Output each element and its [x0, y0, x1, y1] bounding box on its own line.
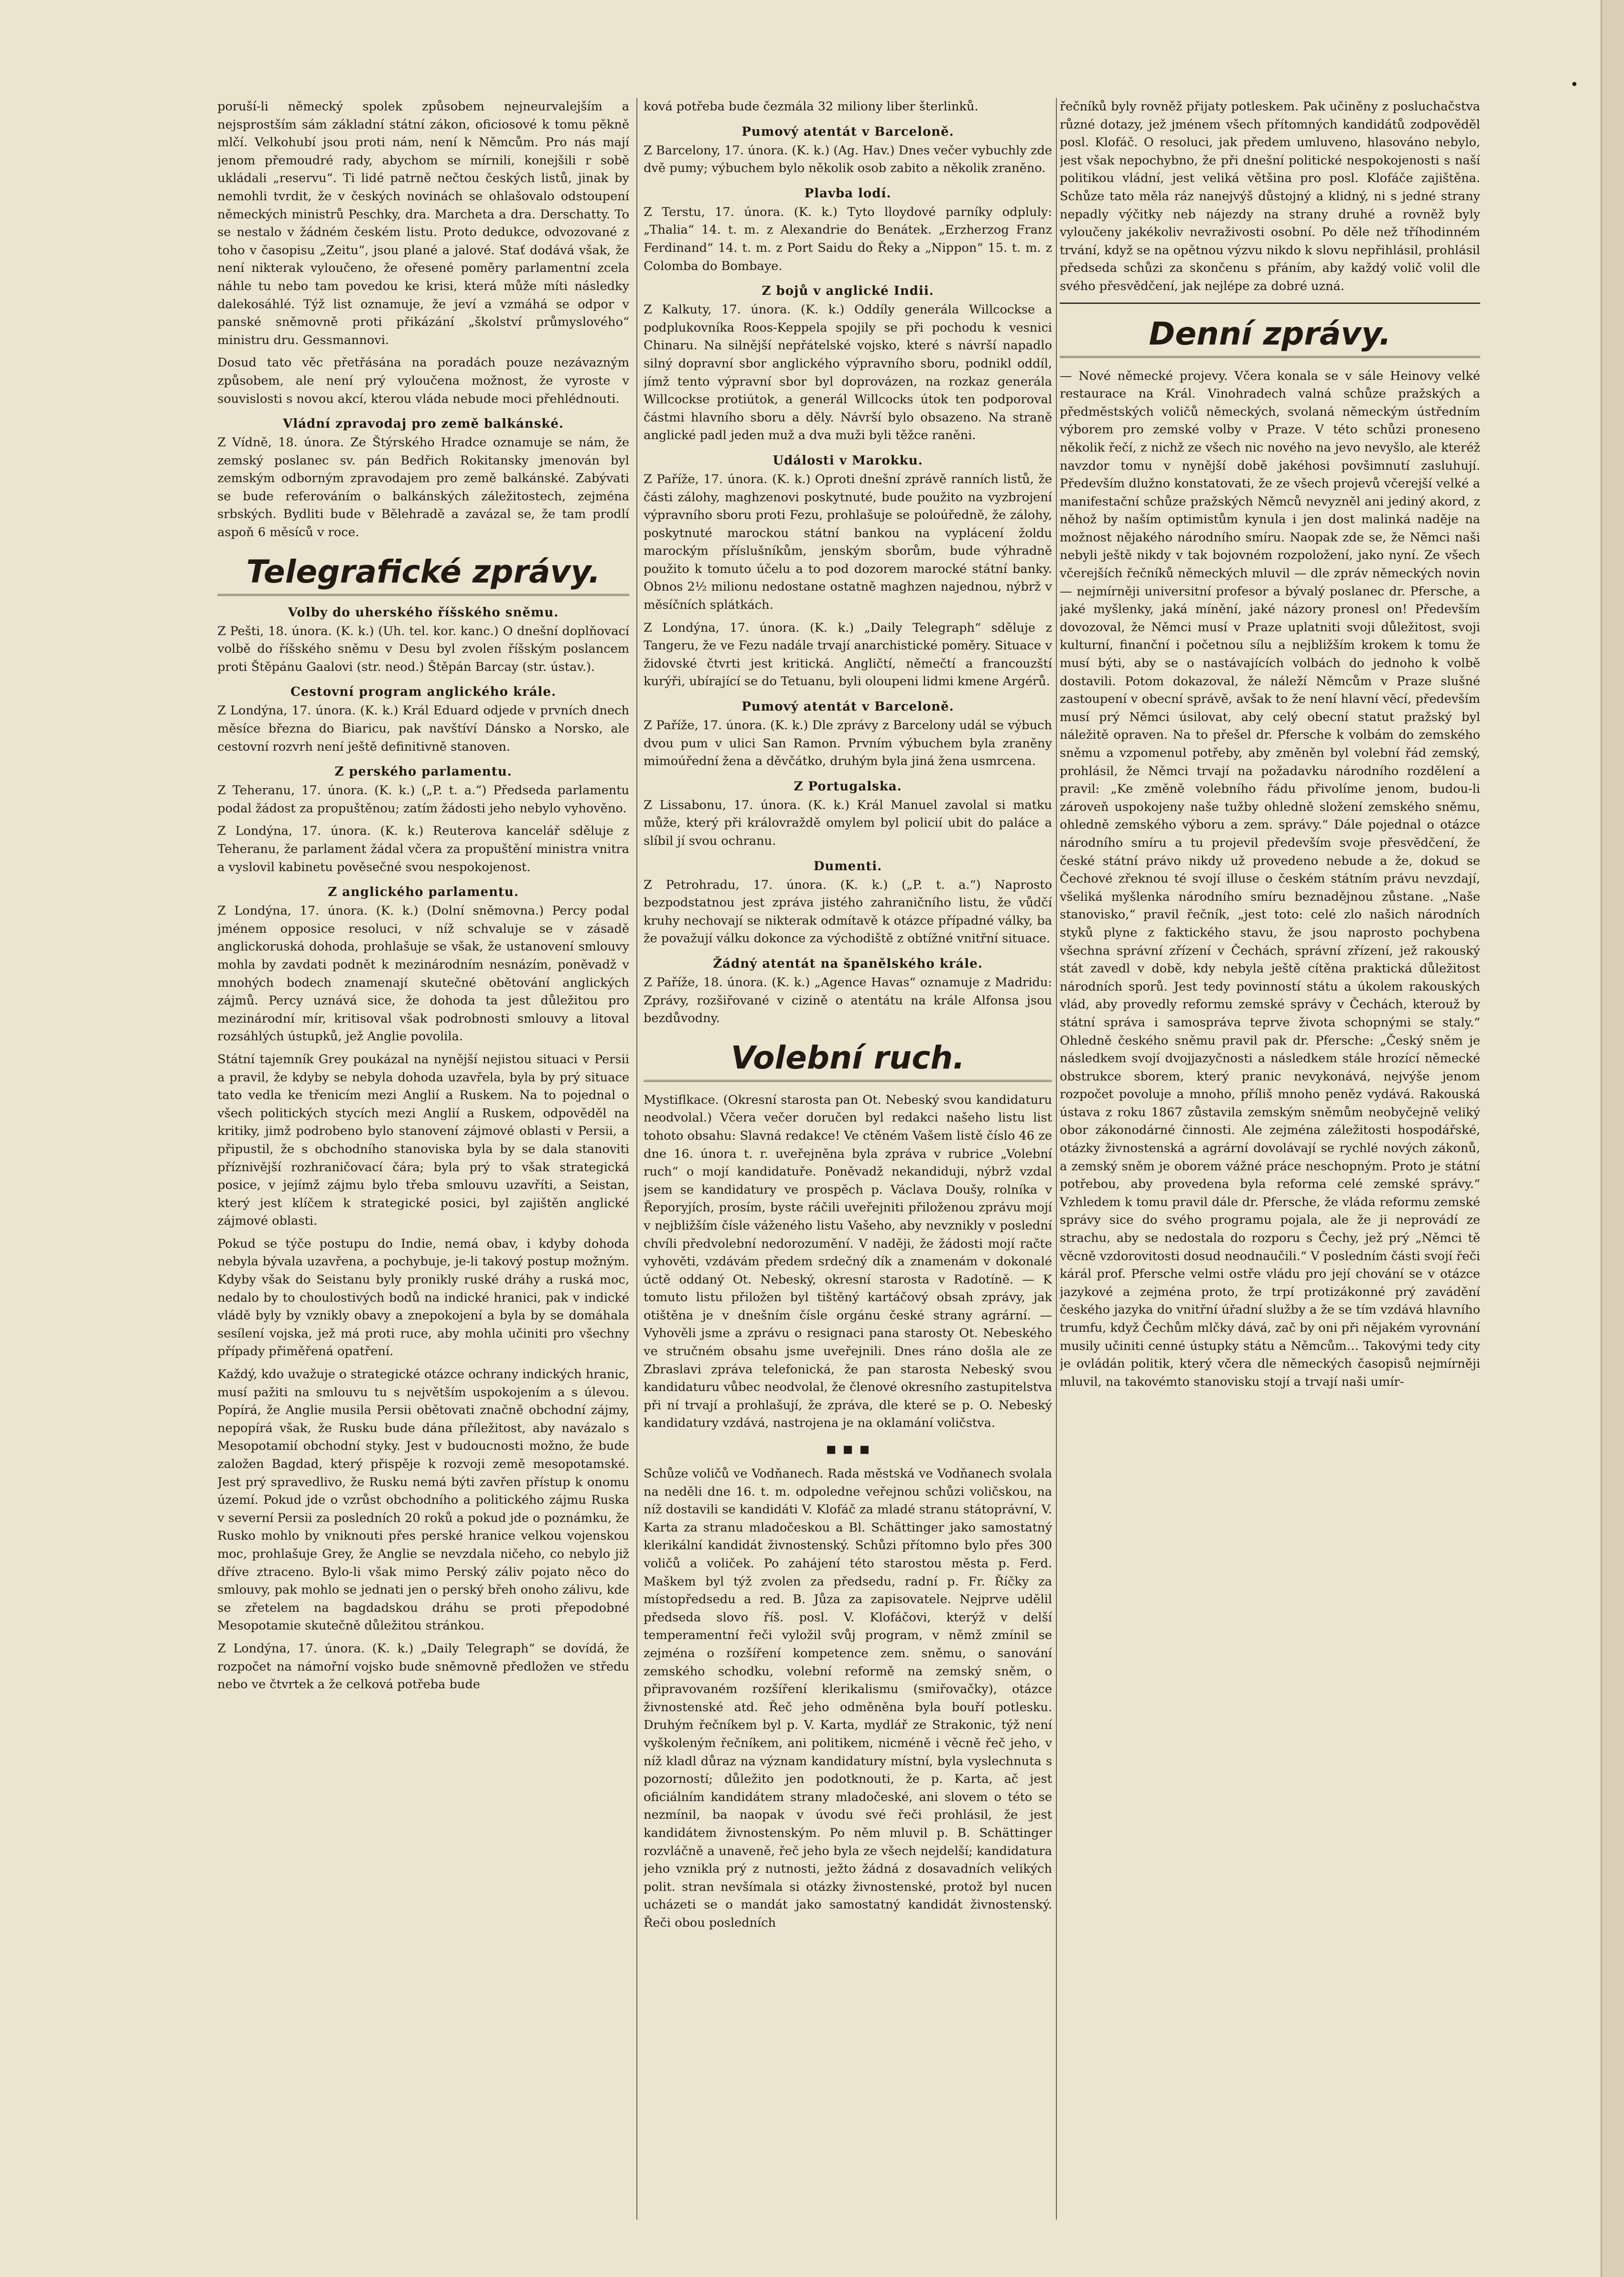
- article-heading: Události v Marokku.: [773, 453, 923, 468]
- article-heading: Z bojů v anglické Indii.: [762, 284, 934, 299]
- paragraph: poruší-li německý spolek způsobem nejneurvalejším a nejsprostším sám základní státní zákon, oficiosové k tomu pěkně mlčí. Velkohubí jsou proti nám, není k Němcům. Pro nás mají jenom přemoudré rady, abychom se mírnili, konejšili r sobě ukládali „reservu“. Ti lidé patrně nečtou českých listů, jinak by nemohli tvrdit, že v českých novinách se ohlašovalo odstoupení německých ministrů Peschky, dra. Marcheta a dra. Derschatty. To se nestalo v žádném českém listu. Proto dedukce, odvozované z toho v časopisu „Zeitu“, jsou plané a jalové. Stať dodává však, že není nikterak vyloučeno, že ořesené poměry parlamentní zcela náhle tu nebo tam povedou ke krisi, která může míti následky dalekosáhlé. Týž list oznamuje, že jeví a vzmáhá se odpor v panské sněmovně proti přikázání „školství průmyslového“ ministru dru. Gessmannovi.: [217, 99, 629, 347]
- paragraph: Z Londýna, 17. února. (K. k.) (Dolní sněmovna.) Percy podal jménem opposice resoluci, v níž schvaluje se v zásadě anglickoruská dohoda, prohlašuje se však, že ustanovení smlouvy mohla by zavdati podnět k mezinárodním nesnázím, poněvadž v mnohých bodech znamenají skutečné obětování anglických zájmů. Percy uznává sice, že dohoda ta jest důležitou pro mezinárodní mír, kritisoval však podrobnosti smlouvy a litoval rozsáhlých ústupků, jež Anglie povolila.: [217, 904, 629, 1044]
- column-rule: [636, 98, 637, 2220]
- column-3: [1060, 98, 1480, 2220]
- paragraph: Z Londýna, 17. února. (K. k.) Král Eduard odjede v prvních dnech měsíce března do Biaricu, pak navštíví Dánsko a Norsko, ale cestovní rozvrh není ještě definitivně stanoven.: [217, 703, 629, 754]
- paragraph: Z Barcelony, 17. února. (K. k.) (Ag. Hav.) Dnes večer vybuchly zde dvě pumy; výbuchem bylo několik osob zabito a několik zraněno.: [644, 143, 1052, 176]
- paragraph: Schůze voličů ve Vodňanech. Rada městská ve Vodňanech svolala na neděli dne 16. t. m. odpoledne veřejnou schůzi voličskou, na níž dostavili se kandidáti V. Klofáč za mladé stranu státoprávní, V. Karta za stranu mladočeskou a Bl. Schättinger jako samostatný klerikální kandidát živnostenský. Schůzi přítomno bylo přes 300 voličů a voliček. Po zahájení této starostou města p. Ferd. Maškem byl týž zvolen za předsedu, radní p. Fr. Říčky za místopředsedu a red. B. Jůza za zapisovatele. Nejprve udělil předseda slovo říš. posl. V. Klofáčovi, kterýž v delší temperamentní řeči vyložil svůj program, v němž zmínil se zejména o rozšíření kompetence zem. sněmu, o sanování zemského schodku, volební reformě na zemský sněm, o připravovaném rozšíření klerikalismu (smiřovačky), otázce živnostenské atd. Řeč jeho odměněna byla bouří potlesku. Druhým řečníkem byl p. V. Karta, mydlář ze Strakonic, týž není vyškoleným řečníkem, ani politikem, nicméně i věcně řeč jeho, v níž kladl důraz na význam kandidatury místní, byla vyslechnuta s pozorností; důležito jen podotknouti, že p. Karta, ač jest oficiálním kandidátem strany mladočeské, ani slovem o této se nezmínil, ba naopak v úvodu své řeči prohlásil, že jest kandidátem živnostenským. Po něm mluvil p. B. Schättinger rozvláčně a unaveně, řeč jeho byla ze všech nejdelší; kandidatura jeho vznikla prý z nutnosti, ježto žádná z dosavadních velikých polit. stran nevšímala si otázky živnostenské, protož byl nucen ucházeti se o mandát jako samostatný kandidát živnostenský. Řeči obou posledních: [644, 1467, 1052, 1930]
- article-heading: Žádný atentát na španělského krále.: [713, 956, 983, 971]
- paragraph: Z Vídně, 18. února. Ze Štýrského Hradce oznamuje se nám, že zemský poslanec sv. pán Bedřich Rokitansky jmenován byl zemským odborným zpravodajem pro země balkánské. Zabývati se bude referováním o balkánských záležitostech, zejména srbských. Bydliti bude v Bělehradě a zavázal se, že tam prodlí aspoň 6 měsíců v roce.: [217, 435, 629, 540]
- article-heading: Cestovní program anglického krále.: [290, 685, 557, 700]
- article-heading: Pumový atentát v Barceloně.: [742, 700, 954, 714]
- separator: ▪ ▪ ▪: [826, 1439, 870, 1459]
- article-heading: Z perského parlamentu.: [334, 765, 512, 779]
- paragraph: Z Lissabonu, 17. února. (K. k.) Král Manuel zavolal si matku může, který při královraždě omylem byl policií ubit do paláce a slíbil jí svou ochranu.: [644, 798, 1052, 848]
- paragraph: Z Londýna, 17. února. (K. k.) „Daily Telegraph“ sděluje z Tangeru, že ve Fezu nadále trvají anarchistické poměry. Situace v židovské čtvrti jest kritická. Angličtí, němečtí a francouzští kurýři, ubírající se do Tetuanu, byli oloupeni lidmi kmene Argérů.: [644, 620, 1052, 689]
- paragraph: Z Teheranu, 17. února. (K. k.) („P. t. a.“) Předseda parlamentu podal žádost za propuštěnou; zatím žádosti jeho nebylo vyhověno.: [217, 783, 629, 816]
- paragraph: řečníků byly rovněž přijaty potleskem. Pak učiněny z posluchačstva různé dotazy, jež jménem všech přítomných kandidátů zodpověděl posl. Klofáč. O resoluci, jak předem umluveno, hlasováno nebylo, jest však nepochybno, že při dnešní politické nespokojenosti s naší politikou vládní, jest veliká většina pro posl. Klofáče zajištěna. Schůze tato měla ráz nanejvýš důstojný a klidný, ni s jedné strany nepadly výčitky neb nájezdy na strany druhé a rovněž byly vyloučeny jakékoliv nevraživosti osobní. Po děle než tříhodinném trvání, když se na opětnou výzvu nikdo k slovu nepřihlásil, prohlásil předseda schůzi za skončenu s přáním, aby každý volič volil dle svého přesvědčení, jak nejlépe za dobré uzná.: [1060, 99, 1480, 293]
- divider: [1060, 302, 1480, 304]
- column-2: [644, 98, 1052, 2220]
- section-title: Volební ruch.: [644, 1039, 1052, 1082]
- paragraph: Pokud se týče postupu do Indie, nemá obav, i kdyby dohoda nebyla bývala uzavřena, a pochybuje, je-li takový postup možným. Kdyby však do Seistanu byly pronikly ruské dráhy a ruská moc, nedalo by to choulostivých bodů na indické hranici, pak v indické vládě byly by vznikly obavy a znepokojení a byla by se domáhala sesílení vojska, jež má proti ruce, aby mohla učiniti pro všechny případy přiměřená opatření.: [217, 1236, 629, 1359]
- paragraph: ková potřeba bude čezmála 32 miliony liber šterlinků.: [644, 99, 979, 114]
- paragraph: Státní tajemník Grey poukázal na nynější nejistou situaci v Persii a pravil, že kdyby se nebyla dohoda uzavřela, byla by prý situace tato vedla ke třenicím mezi Anglií a Ruskem. Na to pojednal o všech politických stycích mezi Anglií a Ruskem, odpověděl na kritiky, jimž podrobeno bylo stanovení zájmové oblasti v Persii, a připustil, že s obchodního stanoviska byla by se dala stanoviti příznivější rozhraničovací čára; byla prý to však strategická posice, v jejímž zájmu bylo třeba smlouvu uzavříti, a Seistan, který jest klíčem k strategické posici, byl zajištěn anglické zájmové oblasti.: [217, 1052, 629, 1229]
- column-1: [217, 98, 629, 2220]
- paragraph: Z Paříže, 17. února. (K. k.) Dle zprávy z Barcelony udál se výbuch dvou pum v ulici San Ramon. Prvním výbuchem byla zraněny mimoúřední žena a děvčátko, druhým byla jiná žena usmrcena.: [644, 718, 1052, 769]
- paragraph: Z Pešti, 18. února. (K. k.) (Uh. tel. kor. kanc.) O dnešní doplňovací volbě do říšského sněmu v Desu byl zvolen říšským poslancem proti Štěpánu Gaalovi (str. neod.) Štěpán Barcay (str. ústav.).: [217, 624, 629, 674]
- article-heading: Dumenti.: [813, 859, 882, 874]
- article-heading: Z anglického parlamentu.: [328, 885, 519, 900]
- article-heading: Z Portugalska.: [794, 779, 902, 794]
- page-edge: [1601, 0, 1624, 2277]
- paragraph: Z Londýna, 17. února. (K. k.) Reuterova kancelář sděluje z Teheranu, že parlament žádal včera za propuštění ministra vnitra a vyslovil kabinetu pověsečné svou nespokojenost.: [217, 824, 629, 874]
- paragraph: Z Paříže, 17. února. (K. k.) Oproti dnešní zprávě ranních listů, že části zálohy, maghzenovi poskytnuté, bude použito na vyzbrojení výpravního sboru proti Fezu, prohlašuje se poloúředně, že zálohy, poskytnuté marockou státní bankou na vyplácení žoldu marockým příslušníkům, jenským sborům, bude výhradně použito k tomuto účelu a to pod dozorem marocké státní banky. Obnos 2½ milionu nedostane ostatně maghzen najednou, nýbrž v měsíčních splátkách.: [644, 472, 1052, 613]
- section-title: Telegrafické zprávy.: [217, 553, 629, 596]
- section-title: Denní zprávy.: [1060, 315, 1480, 358]
- paragraph: Z Londýna, 17. února. (K. k.) „Daily Telegraph“ se dovídá, že rozpočet na námořní vojsko bude sněmovně předložen ve středu nebo ve čtvrtek a že celková potřeba bude: [217, 1641, 629, 1692]
- column-rule: [1056, 98, 1057, 2220]
- paragraph: Z Petrohradu, 17. února. (K. k.) („P. t. a.“) Naprosto bezpodstatnou jest zpráva jistého zahraničního listu, že vůdčí kruhy nechovají se nikterak odmítavě k otázce případné války, ba že považují válku dokonce za východiště z obtížné vnitřní situace.: [644, 877, 1052, 946]
- paragraph: Každý, kdo uvažuje o strategické otázce ochrany indických hranic, musí pažiti na smlouvu tu s největším uspokojením a s úlevou. Popírá, že Anglie musila Persii obětovati značně obchodní zájmy, nepopírá však, že Rusku bude dána příležitost, aby navázalo s Mesopotamií obchodní styky. Jest v budoucnosti možno, že bude založen Bagdad, který přispěje k rozvoji země mesopotamské. Jest prý spravedlivo, že Rusku nemá býti zavřen přístup k onomu území. Pokud jde o vzrůst obchodního a politického zájmu Ruska v severní Persii za posledních 20 roků a pokud jde o poznámku, že Rusko mohlo by vniknouti přes perské hranice velkou vojenskou moc, prohlašuje Grey, že Anglie se nevzdala ničeho, co nebylo již dříve ztraceno. Bylo-li však mimo Perský záliv pojato něco do smlouvy, pak mohlo se jednati jen o perský břeh onoho zálivu, kde se zřetelem na bagdadskou dráhu se proti přepodobné Mesopotamie skutečně důležitou stránkou.: [217, 1367, 629, 1633]
- paragraph: Dosud tato věc přetřásána na poradách pouze nezávazným způsobem, ale není prý vyloučena možnost, že vyroste v souvislosti s novou akcí, kterou vláda nebude moci přehlédnouti.: [217, 356, 629, 406]
- article-heading: Pumový atentát v Barceloně.: [742, 124, 954, 139]
- paragraph: — Nové německé projevy. Včera konala se v sále Heinovy velké restaurace na Král. Vinohradech valná schůze pražských a předměstských voličů německých, svolaná německým ústředním výborem pro zemské volby v Praze. V této schůzi proneseno několik řečí, z nichž ze všech nic nového na jevo nevyšlo, ale kteréž navzdor tomu v nynější době jakéhosi povšimnutí zasluhují. Především dlužno konstatovati, že ze všech projevů včerejší velké a manifestační schůze pražských Němců nevyzněl ani jediný akord, z něhož by naším optimistům kynula i jen dost malinká naděje na možnost nějakého národního smíru. Naopak zde se, že Němci naši nebyli ještě nikdy v tak bojovném rozpoložení, jako nyní. Ze všech včerejších řečníků německých mluvil — dle zpráv německých novin — nejmírněji universitní profesor a bývalý poslanec dr. Pfersche, a jaké myšlenky, jaká mínění, jaké názory pronesl on! Především dovozoval, že Němci musí v Praze uplatniti svoji důležitost, svoji kulturní, finanční i početnou sílu a nejbližším krokem k tomu že musí býti, aby se o nastávajících volbách do jednoho k volbě dostavili. Potom dokazoval, že náleží Němcům v Praze slušné zastoupení v obecní správě, avšak to že není hlavní věcí, především musí prý Němci úsilovat, aby celý obecní statut pražský byl náležitě opraven. Na to přešel dr. Pfersche k volbám do zemského sněmu a vzpomenul potřeby, aby změněn byl volební řád zemský, prohlásil, že Němci trvají na požadavku národního rozdělení a pravil: „Ke změně volebního řádu přivolíme jenom, budou-li zároveň uspokojeny naše tužby ohledně složení zemského sněmu, ohledně zemského výboru a zem. správy.“ Dále pojednal o otázce národního smíru a tu projevil především svoje přesvědčení, že české státní právo nikdy už provedeno nebude a že, dokud se Čechové zřeknou té svojí illuse o českém státním právu nevzdají, všeliká myšlenka národního smíru beznadějnou zůstane. „Naše stanovisko,“ pravil řečník, „jest toto: celé zlo našich národních styků plyne z faktického stavu, že jsou naprosto pochybena všechna správní zřízení v Čechách, správní zřízení, jež rakouský stát zavedl v době, kdy nebyla ještě cítěna praktická důležitost národních sporů. Jest tedy povinností státu a úkolem rakouských vlád, aby provedly reformu zemské správy v Čechách, kterouž by státní správa i samospráva teprve života schopnými se staly.“ Ohledně českého sněmu pravil pak dr. Pfersche: „Český sněm je následkem svojí dvojjazyčnosti a následkem stále hrozící německé obstrukce sborem, který pranic nevykonává, nejvýše jenom rozpočet povoluje a mnoho, příliš mnoho peněz vydává. Rakouská ústava z roku 1867 zůstavila zemským sněmům neobyčejně veliký obor zákonodárné činnosti. Ale zejména záležitosti hospodářské, otázky živnostenská a agrární dovolávají se rychlé nových zákonů, a zemský sněm je oborem vážné práce neschopným. Proto je státní potřebou, aby provedena byla reforma celé zemské správy.“ Vzhledem k tomu pravil dále dr. Pfersche, že vláda reformu zemské správy sice do svého programu pojala, ale že ji neprovádí ze strachu, aby se nedostala do rozporu s Čechy, jež prý „Němci tě věcně vzdorovitosti dosud neodnaučili.“ V posledním části svojí řeči kárál prof. Pfersche velmi ostře vládu pro její chování se v otázce jazykové a zejména proto, že trpí protizákonné prý zavádění českého jazyka do vnitřní úřadní služby a že se tím vzdává hlavního trumfu, když Čechům mlčky dává, zač by oni při nějakém vyrovnání musily učiniti cenné ústupky státu a Němcům… Takovými tedy city je ovládán politik, který včera dle německých časopisů nejmírněji mluvil, na takovémto stanovisku stojí a trvají naši umír-: [1060, 368, 1480, 1389]
- paragraph: Mystiflkace. (Okresní starosta pan Ot. Nebeský svou kandidaturu neodvolal.) Včera večer doručen byl redakci našeho listu list tohoto obsahu: Slavná redakce! Ve ctěném Vašem listě číslo 46 ze dne 16. února t. r. uveřejněna byla zpráva v rubrice „Volební ruch“ o mojí kandidatuře. Poněvadž nekandiduji, nýbrž vzdal jsem se kandidatury ve prospěch p. Václava Doušy, rolníka v Řeporyjích, prosím, byste ráčili uveřejniti přiloženou zprávu mojí v nejbližším čísle váženého listu Vašeho, aby nevznikly v poslední chvíli předvolební nedorozumění. V naději, že žádosti mojí račte vyhověti, vzdávám předem srdečný dík a znamenám v dokonalé úctě oddaný Ot. Nebeský, okresní starosta v Radotíně. — K tomuto listu přiložen byl tištěný kartáčový obsah zprávy, jak otištěna je v dnešním čísle orgánu české strany agrární. — Vyhověli jsme a zprávu o resignaci pana starosty Ot. Nebeského ve stručném obsahu jsme uveřejnili. Dnes ráno došla ale ze Zbraslavi zpráva telefonická, že pan starosta Nebeský svou kandidaturu vůbec neodvolal, že členové okresního zastupitelstva při ní trvají a prohlašují, že zpráva, dle které se p. O. Nebeský kandidatury vzdává, nastrojena je na oklamání voličstva.: [644, 1092, 1052, 1431]
- page-mark: •: [1570, 76, 1579, 93]
- article-heading: Vládní zpravodaj pro země balkánské.: [283, 417, 564, 432]
- paragraph: Z Kalkuty, 17. února. (K. k.) Oddíly generála Willcockse a podplukovníka Roos-Keppela spojily se při pochodu k vesnici Chinaru. Na silnější nepřátelské vojsko, které s návrší napadlo silný dopravní sbor anglického výpravního sboru, podnikl oddíl, jímž tento výpravní sbor byl doprovázen, na rozkaz generála Willcockse protiútok, a generál Willcocks útok ten podporoval částmi hlavního sboru a děly. Návrší bylo obsazeno. Na straně anglické padl jeden muž a dva muži byli těžce raněni.: [644, 302, 1052, 443]
- article-heading: Volby do uherského říšského sněmu.: [288, 605, 559, 620]
- paragraph: Z Paříže, 18. února. (K. k.) „Agence Havas“ oznamuje z Madridu: Zprávy, rozšiřované v cizině o atentátu na krále Alfonsa jsou bezdůvodny.: [644, 975, 1052, 1026]
- paragraph: Z Terstu, 17. února. (K. k.) Tyto lloydové parníky odpluly: „Thalia“ 14. t. m. z Alexandrie do Benátek. „Erzherzog Franz Ferdinand“ 14. t. m. z Port Saidu do Řeky a „Nippon“ 15. t. m. z Colomba do Bombaye.: [644, 205, 1052, 273]
- article-heading: Plavba lodí.: [804, 186, 892, 201]
